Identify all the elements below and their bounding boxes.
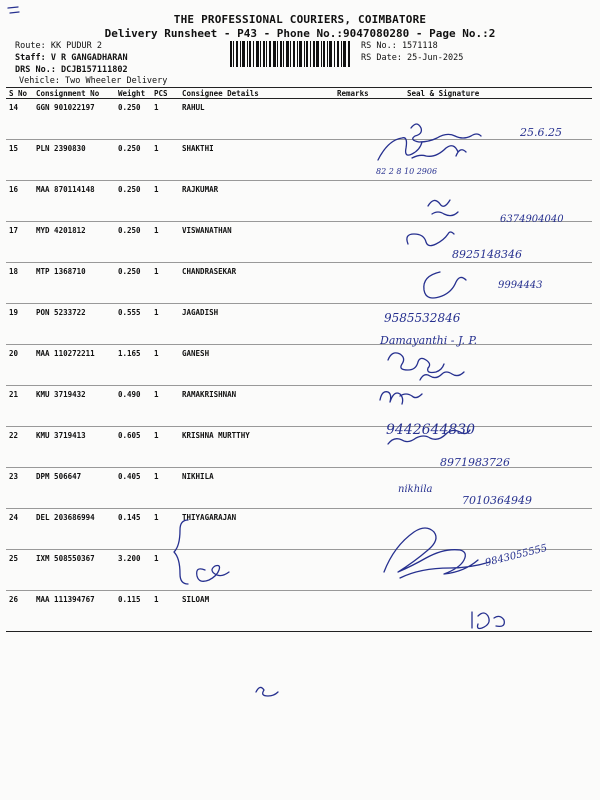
cell-signature — [389, 99, 592, 140]
cell-signature — [389, 222, 592, 263]
cell-weight: 0.115 — [115, 591, 151, 632]
cell-consignee: GANESH — [179, 345, 334, 386]
cell-consignee: SILOAM — [179, 591, 334, 632]
cell-pcs: 1 — [151, 304, 179, 345]
cell-signature — [389, 386, 592, 427]
cell-pcs: 1 — [151, 550, 179, 591]
cell-consignee: NIKHILA — [179, 468, 334, 509]
handwritten-phone-21: 9442644830 — [386, 422, 476, 438]
handwritten-phone-25: 9843055555 — [484, 542, 549, 569]
cell-pcs: 1 — [151, 427, 179, 468]
cell-consignee — [179, 550, 334, 591]
cell-weight: 0.605 — [115, 427, 151, 468]
cell-consignment: KMU 3719413 — [33, 427, 115, 468]
cell-weight: 0.490 — [115, 386, 151, 427]
cell-signature — [389, 345, 592, 386]
table-row — [6, 304, 592, 345]
route-label: Route: KK PUDUR 2 — [15, 41, 102, 51]
cell-consignment: MYD 4201812 — [33, 222, 115, 263]
cell-consignment: MTP 1368710 — [33, 263, 115, 304]
cell-weight: 0.250 — [115, 181, 151, 222]
cell-signature — [389, 181, 592, 222]
cell-sno: 24 — [6, 509, 33, 550]
cell-consignee: CHANDRASEKAR — [179, 263, 334, 304]
cell-sno: 16 — [6, 181, 33, 222]
col-weight: Weight — [115, 88, 151, 99]
cell-signature — [389, 509, 592, 550]
cell-sno: 25 — [6, 550, 33, 591]
cell-consignee: THIYAGARAJAN — [179, 509, 334, 550]
cell-signature — [389, 468, 592, 509]
cell-consignee: KRISHNA MURTTHY — [179, 427, 334, 468]
cell-consignment: IXM 508550367 — [33, 550, 115, 591]
cell-sno: 22 — [6, 427, 33, 468]
handwritten-phone-23: 7010364949 — [462, 494, 532, 507]
cell-remarks — [334, 140, 389, 181]
company-title: THE PROFESSIONAL COURIERS, COIMBATORE — [173, 13, 427, 26]
cell-consignee: RAJKUMAR — [179, 181, 334, 222]
cell-signature — [389, 263, 592, 304]
cell-sno: 20 — [6, 345, 33, 386]
cell-remarks — [334, 386, 389, 427]
cell-consignee: SHAKTHI — [179, 140, 334, 181]
cell-weight: 1.165 — [115, 345, 151, 386]
cell-consignment: KMU 3719432 — [33, 386, 115, 427]
cell-weight: 0.405 — [115, 468, 151, 509]
col-signature: Seal & Signature — [389, 88, 592, 99]
handwritten-phone-15: 82 2 8 10 2906 — [376, 167, 438, 176]
col-consignee: Consignee Details — [179, 88, 334, 99]
cell-sno: 15 — [6, 140, 33, 181]
col-pcs: PCS — [151, 88, 179, 99]
cell-consignment: DEL 203686994 — [33, 509, 115, 550]
table-row — [6, 591, 592, 632]
cell-consignment: MAA 111394767 — [33, 591, 115, 632]
cell-weight: 0.145 — [115, 509, 151, 550]
cell-remarks — [334, 181, 389, 222]
runsheet-subtitle: Delivery Runsheet - P43 - Phone No.:9047080280 - Page No.:2 — [104, 27, 496, 40]
rs-number: RS No.: 1571118 — [361, 41, 438, 51]
table-row — [6, 427, 592, 468]
cell-sno: 17 — [6, 222, 33, 263]
cell-signature — [389, 591, 592, 632]
table-row — [6, 345, 592, 386]
cell-pcs: 1 — [151, 345, 179, 386]
cell-pcs: 1 — [151, 222, 179, 263]
cell-signature — [389, 304, 592, 345]
cell-consignee: VISWANATHAN — [179, 222, 334, 263]
table-row — [6, 386, 592, 427]
table-row — [6, 468, 592, 509]
cell-consignment: GGN 901022197 — [33, 99, 115, 140]
table-header — [6, 88, 592, 99]
table-row — [6, 263, 592, 304]
table-row — [6, 509, 592, 550]
cell-sno: 19 — [6, 304, 33, 345]
cell-sno: 26 — [6, 591, 33, 632]
cell-pcs: 1 — [151, 591, 179, 632]
drs-label: DRS No.: DCJB157111802 — [15, 65, 128, 75]
cell-consignment: DPM 506647 — [33, 468, 115, 509]
cell-remarks — [334, 263, 389, 304]
table-row — [6, 140, 592, 181]
handwritten-name-23: nikhila — [398, 484, 433, 495]
cell-weight: 0.250 — [115, 99, 151, 140]
cell-remarks — [334, 509, 389, 550]
handwritten-phone-22: 8971983726 — [440, 456, 510, 469]
staff-label: Staff: V R GANGADHARAN — [15, 53, 128, 63]
cell-consignment: MAA 870114148 — [33, 181, 115, 222]
cell-consignment: PON 5233722 — [33, 304, 115, 345]
rs-date: RS Date: 25-Jun-2025 — [361, 53, 464, 63]
cell-pcs: 1 — [151, 509, 179, 550]
cell-weight: 3.200 — [115, 550, 151, 591]
handwritten-phone-17: 6374904040 — [500, 214, 564, 225]
cell-sno: 14 — [6, 99, 33, 140]
cell-remarks — [334, 345, 389, 386]
cell-remarks — [334, 222, 389, 263]
handwritten-phone-18: 9994443 — [498, 280, 543, 291]
vehicle-label: Vehicle: Two Wheeler Delivery — [19, 76, 168, 86]
cell-sno: 18 — [6, 263, 33, 304]
cell-remarks — [334, 591, 389, 632]
cell-remarks — [334, 427, 389, 468]
cell-signature — [389, 550, 592, 591]
cell-pcs: 1 — [151, 181, 179, 222]
cell-pcs: 1 — [151, 140, 179, 181]
handwritten-phone-17b: 8925148346 — [452, 248, 522, 261]
table-row — [6, 550, 592, 591]
table-row — [6, 181, 592, 222]
cell-sno: 23 — [6, 468, 33, 509]
handwritten-date: 25.6.25 — [520, 126, 562, 139]
cell-remarks — [334, 304, 389, 345]
cell-signature — [389, 427, 592, 468]
cell-pcs: 1 — [151, 99, 179, 140]
handwritten-name-19: Damayanthi - J. P. — [380, 334, 478, 347]
cell-remarks — [334, 468, 389, 509]
col-sno: S No — [6, 88, 33, 99]
cell-remarks — [334, 550, 389, 591]
table-row — [6, 99, 592, 140]
col-consignment: Consignment No — [33, 88, 115, 99]
cell-pcs: 1 — [151, 386, 179, 427]
cell-consignee: JAGADISH — [179, 304, 334, 345]
cell-signature — [389, 140, 592, 181]
cell-weight: 0.250 — [115, 222, 151, 263]
cell-weight: 0.555 — [115, 304, 151, 345]
table-row — [6, 222, 592, 263]
cell-sno: 21 — [6, 386, 33, 427]
cell-pcs: 1 — [151, 263, 179, 304]
runsheet-table — [6, 87, 592, 632]
handwritten-phone-19: 9585532846 — [384, 311, 461, 325]
cell-consignee: RAMAKRISHNAN — [179, 386, 334, 427]
cell-weight: 0.250 — [115, 140, 151, 181]
cell-consignment: PLN 2390830 — [33, 140, 115, 181]
cell-weight: 0.250 — [115, 263, 151, 304]
cell-remarks — [334, 99, 389, 140]
cell-consignee: RAHUL — [179, 99, 334, 140]
cell-consignment: MAA 110272211 — [33, 345, 115, 386]
col-remarks: Remarks — [334, 88, 389, 99]
bottom-scribble — [256, 687, 278, 696]
barcode — [230, 41, 350, 67]
cell-pcs: 1 — [151, 468, 179, 509]
